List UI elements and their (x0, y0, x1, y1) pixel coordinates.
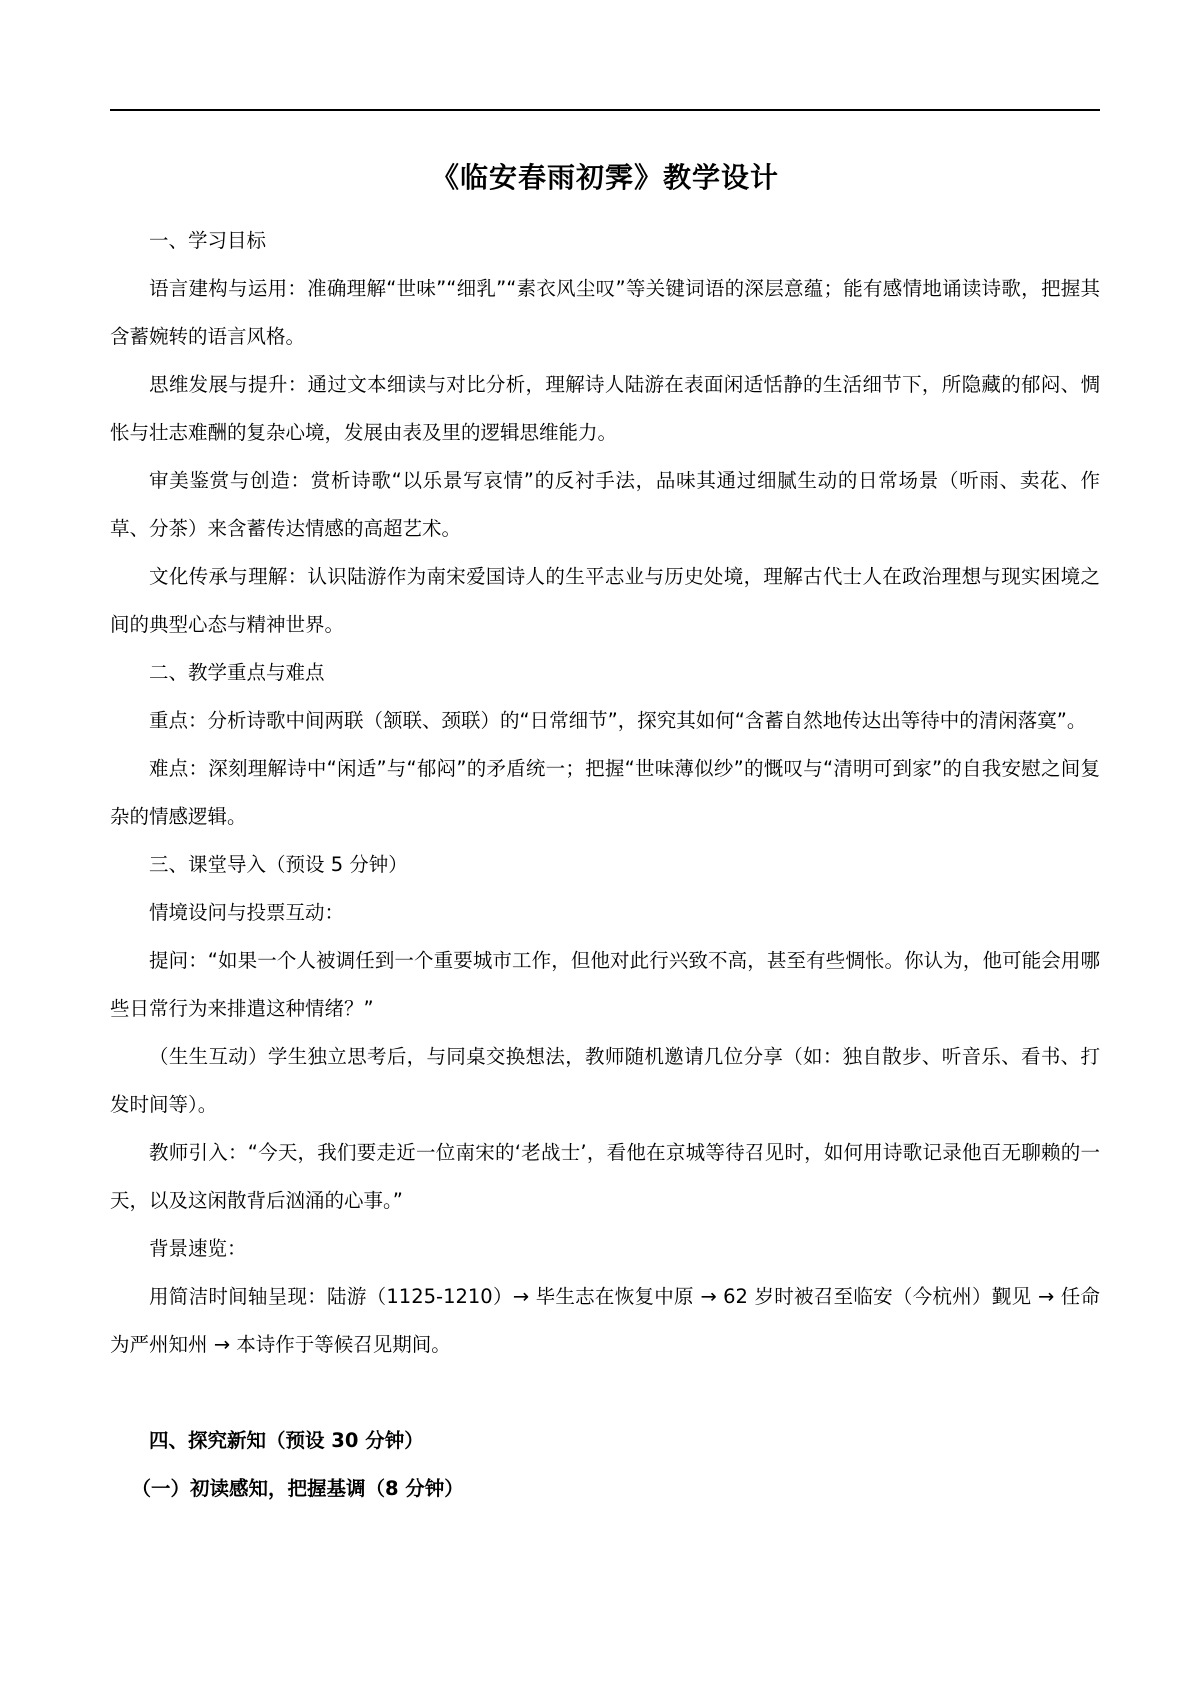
objective-language: 语言建构与运用：准确理解“世味”“细乳”“素衣风尘叹”等关键词语的深层意蕴；能有感情地诵读诗歌，把握其含蓄婉转的语言风格。 (110, 277, 1100, 348)
intro-interaction: （生生互动）学生独立思考后，与同桌交换想法，教师随机邀请几位分享（如：独自散步、听音乐、看书、打发时间等）。 (110, 1045, 1100, 1116)
intro-teacher: 教师引入：“今天，我们要走近一位南宋的‘老战士’，看他在京城等待召见时，如何用诗歌记录他百无聊赖的一天，以及这闲散背后汹涌的心事。” (110, 1141, 1100, 1212)
document-body (110, 217, 1100, 1513)
document-title: 《临安春雨初霁》教学设计 (430, 161, 779, 194)
intro-background-label: 背景速览： (149, 1237, 247, 1260)
subsection-heading-first-read: （一）初读感知，把握基调（8 分钟） (131, 1477, 464, 1500)
objective-aesthetics: 审美鉴赏与创造：赏析诗歌“以乐景写哀情”的反衬手法，品味其通过细腻生动的日常场景（听雨、卖花、作草、分茶）来含蓄传达情感的高超艺术。 (110, 469, 1100, 540)
intro-timeline: 用简洁时间轴呈现：陆游（1125-1210）→ 毕生志在恢复中原 → 62 岁时被召至临安（今杭州）觐见 → 任命为严州知州 → 本诗作于等候召见期间。 (110, 1285, 1100, 1356)
objective-thinking: 思维发展与提升：通过文本细读与对比分析，理解诗人陆游在表面闲适恬静的生活细节下，所隐藏的郁闷、惆怅与壮志难酬的复杂心境，发展由表及里的逻辑思维能力。 (110, 373, 1100, 444)
key-point: 重点：分析诗歌中间两联（颔联、颈联）的“日常细节”，探究其如何“含蓄自然地传达出等待中的清闲落寞”。 (149, 709, 1087, 732)
header-rule (110, 109, 1100, 111)
difficult-point: 难点：深刻理解诗中“闲适”与“郁闷”的矛盾统一；把握“世味薄似纱”的慨叹与“清明可到家”的自我安慰之间复杂的情感逻辑。 (110, 757, 1100, 828)
intro-question: 提问：“如果一个人被调任到一个重要城市工作，但他对此行兴致不高，甚至有些惆怅。你认为，他可能会用哪些日常行为来排遣这种情绪？” (110, 949, 1100, 1020)
section-heading-explore: 四、探究新知（预设 30 分钟） (149, 1429, 424, 1452)
objective-culture: 文化传承与理解：认识陆游作为南宋爱国诗人的生平志业与历史处境，理解古代士人在政治理想与现实困境之间的典型心态与精神世界。 (110, 565, 1100, 636)
section-heading-key-points: 二、教学重点与难点 (149, 661, 325, 684)
section-heading-objectives: 一、学习目标 (149, 229, 267, 252)
section-heading-intro: 三、课堂导入（预设 5 分钟） (149, 853, 408, 876)
intro-scenario-label: 情境设问与投票互动： (149, 901, 345, 924)
spacer (110, 1369, 1100, 1417)
